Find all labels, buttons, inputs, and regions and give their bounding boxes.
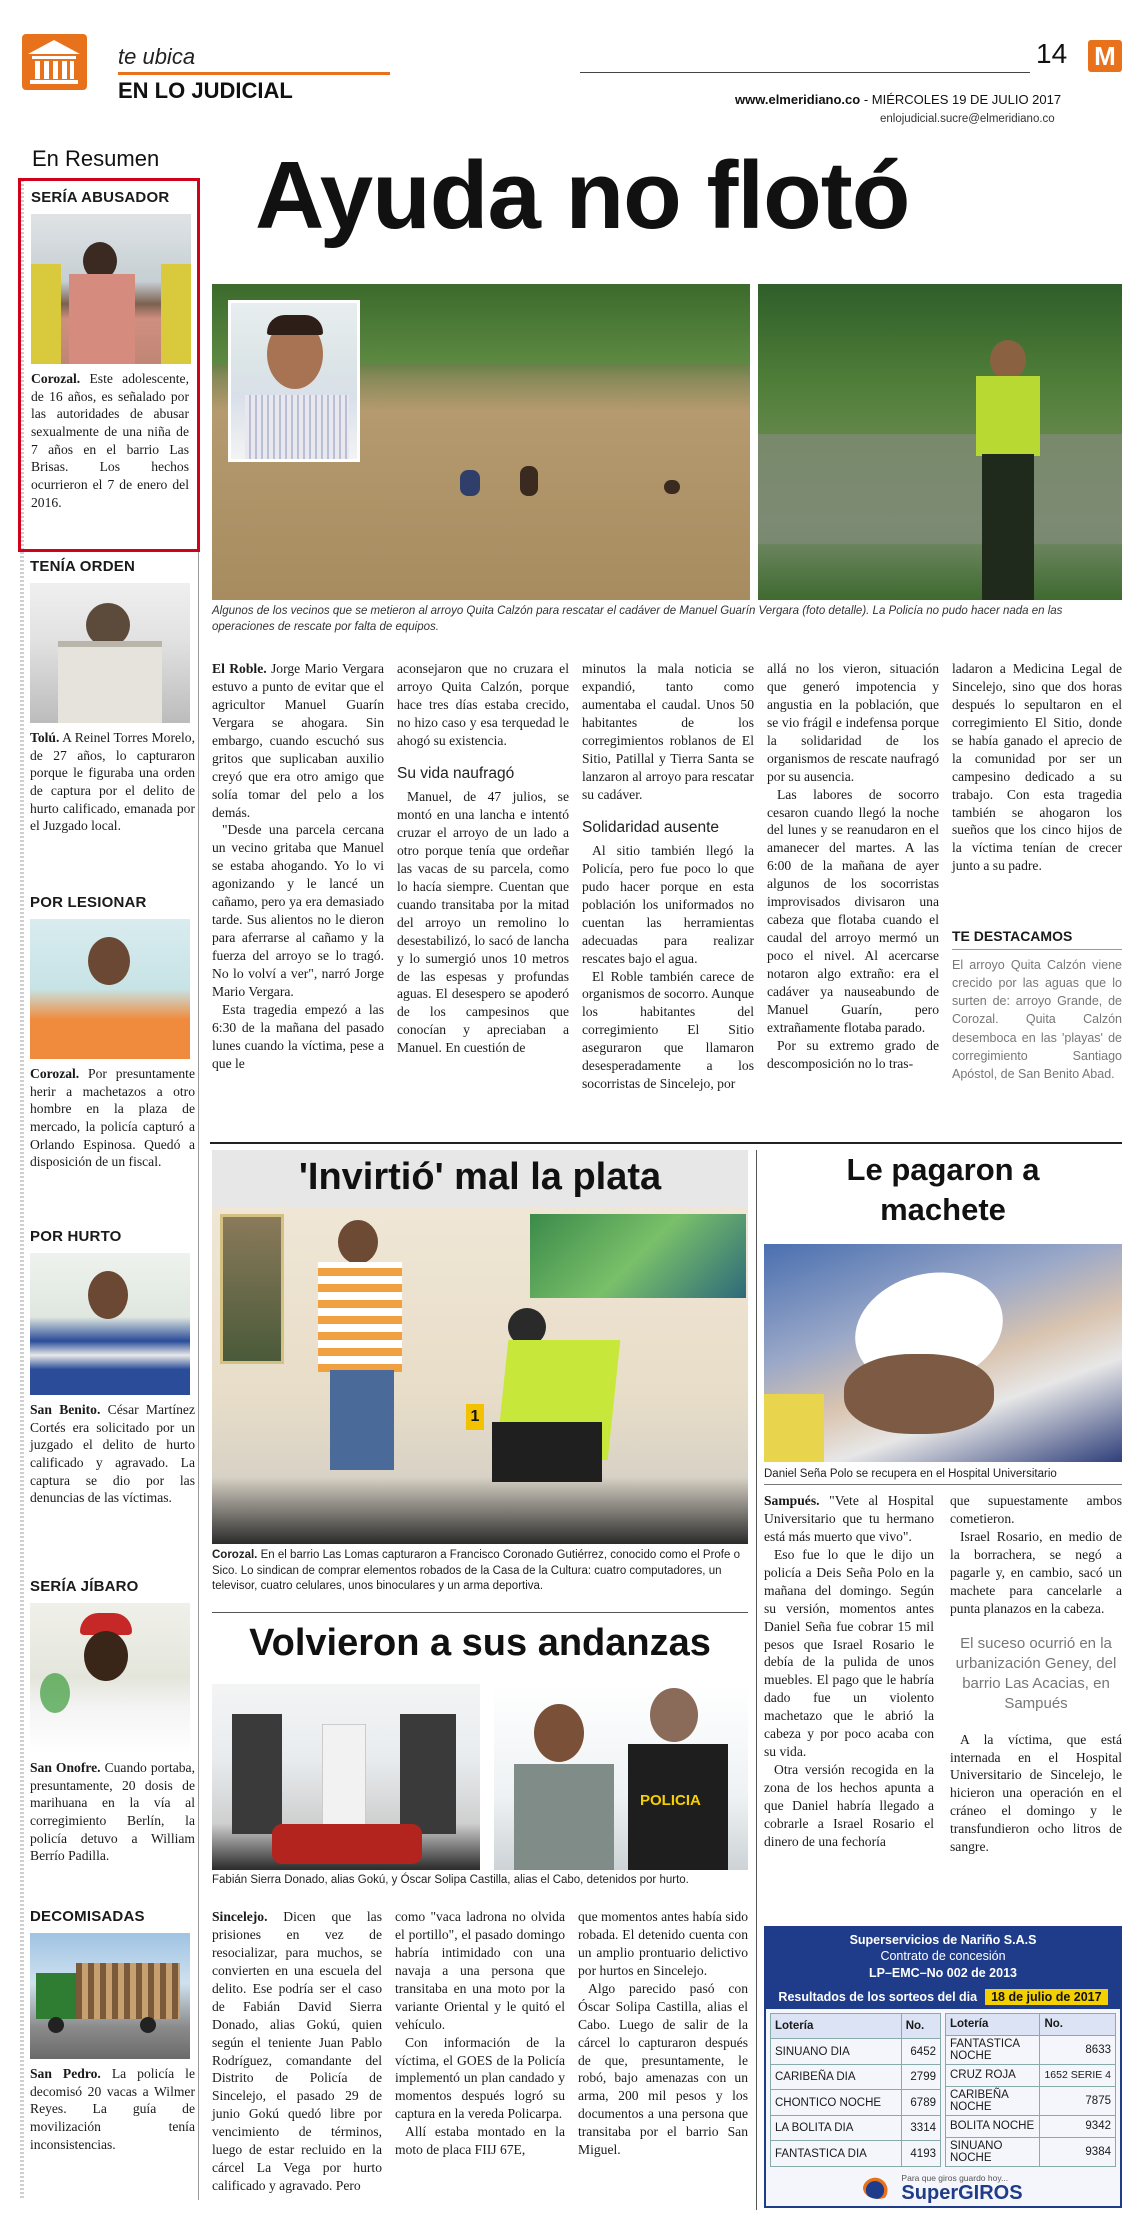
lottery-header [766,1928,1120,1985]
machete-col1-p2: Eso fue lo que le dijo un policía a Deis Seña Polo en la mañana del domingo. Según su versión, momentos antes Daniel Seña fue cobrar 15 mil pesos que Israel Rosario le debía de la pulida de unos muebles. El pago que le habría dado fue un violento machetazo que le abrió la cabeza y por poco acaba con su vida. [764,1546,934,1760]
col-header-number: No. [901,2013,940,2039]
machete-col-1 [764,1492,934,1851]
photo-suspect [30,1603,190,1753]
resumen-place: Corozal. [31,371,81,386]
evidence-marker: 1 [466,1404,484,1430]
highlight-text: El arroyo Quita Calzón viene crecido por las aguas que lo surten de: arroyo Grande, de Corozal. Quita Calzón desemboca en las 'playas' de corregimiento Santiago Apóstol, de San Benito Abad. [952,958,1122,1081]
lottery-results-bar [766,1985,1120,2009]
machete-headline-line1: Le pagaron a [846,1152,1040,1187]
supergiros-swoosh-icon [863,2177,893,2199]
machete-col1-p3: Otra versión recogida en la zona de los hechos apunta a que Daniel habría llegado a cobrarle a Israel Rosario el dinero de una fechoría [764,1762,934,1849]
photo-stolen-items [212,1208,748,1544]
andanzas-headline: Volvieron a sus andanzas [249,1622,711,1664]
caption-place: Corozal. [212,1549,258,1561]
resumen-place: San Pedro. [30,2066,101,2081]
machete-pullquote: El suceso ocurrió en la urbanización Geney, del barrio Las Acacias, en Sampués [955,1634,1117,1713]
lottery-box [764,1926,1122,2208]
machete-col2-p3: A la víctima, que está internada en el Hospital Universitario de Sincelejo, le hicieron una operación en el cráneo el domingo y le transfundieron ocho litros de sangre. [950,1731,1122,1855]
supergiros-name: SuperGIROS [901,2181,1023,2204]
machete-col2-p2: Israel Rosario, en medio de la borrachera, se negó a pagarle y, en cambio, sacó un machete para cancelarle a punta planazos en la cabeza. [950,1528,1122,1616]
subhead-su-vida: Su vida naufragó [397,764,515,782]
lottery-tables [766,2009,1120,2167]
andanzas-col3-p1: que momentos antes había sido robada. El detenido cuenta con un amplio prontuario delictivo por hurtos en Sincelejo. [578,1909,748,1978]
andanzas-caption: Fabián Sierra Donado, alias Gokú, y Óscar Solipa Castilla, alias el Cabo, detenidos por hurto. [212,1874,689,1886]
photo-victim-inset [228,300,360,462]
invirtio-rule [212,1612,748,1613]
col-header-lottery: Lotería [946,2013,1040,2035]
police-vest-label: POLICIA [640,1792,701,1809]
sidebar-title: En Resumen [32,146,160,171]
main-col-1 [212,660,384,1073]
main-col4-p2: Las labores de socorro cesaron cuando llegó la noche del lunes y se reanudaron en el amanecer del martes. A las 6:00 de la mañana de ayer algunos de los socorristas improvisados divisaron una cabeza que flotaba cuando el caudal del arroyo mermó un poco el nivel. Al acercarse notaron algo extraño: era el cadáver ya nauseabundo de Manuel Guarín, pero extrañamente flotaba parado. [767,786,939,1035]
photo-suspect [30,919,190,1059]
andanzas-col2-p3: Allí estaba montado en la moto de placa FIIJ 67E, [395,2124,565,2158]
lottery-row: FANTASTICA DIA 4193 [771,2141,941,2167]
resumen-text: Tolú. A Reinel Torres Morelo, de 27 años, lo capturaron porque le figuraba una orden de captura por el delito de hurto calificado, emanada por el Juzgado local. [30,730,195,834]
sidebar [20,146,200,2206]
section-divider [210,1142,1122,1144]
resumen-text: Corozal. Por presuntamente herir a machetazos a otro hombre en la plaza de mercado, la policía capturó a Orlando Espinosa. Quedó a disposición de un fiscal. [30,1066,195,1170]
lottery-results-label: Resultados de los sorteos del dia [778,1989,978,2004]
main-col5-p1: ladaron a Medicina Legal de Sincelejo, sino que dos horas después lo sepultaron en el corregimiento El Sitio, donde se había ganado el aprecio de la comunidad por ser un campesino dedicado a su trabajo. Con esta tragedia también se ahogaron los sueños que los cinco hijos de la víctima tenían de crecer junto a su padre. [952,661,1122,874]
lower-vertical-rule [756,1150,757,2210]
lottery-contract-no: LP–EMC–No 002 de 2013 [869,1965,1017,1980]
machete-caption: Daniel Seña Polo se recupera en el Hospital Universitario [764,1468,1057,1480]
section-title: EN LO JUDICIAL [118,78,293,103]
lottery-row: CRUZ ROJA 1652 SERIE 4 [946,2064,1116,2086]
invirtio-caption: Corozal. En el barrio Las Lomas capturaron a Francisco Coronado Gutiérrez, conocido como el Profe o Sico. Lo sindican de comprar elementos robados de la Casa de la Cultura: cuatro computadores, un televisor, cuatro celulares, unos binoculares y un arma deportiva. [212,1549,740,1593]
resumen-heading: DECOMISADAS [30,1908,145,1925]
resumen-place: Tolú. [30,730,60,745]
resumen-text: San Onofre. Cuando portaba, presuntamente, 20 dosis de marihuana en la vía al corregimiento Berlín, la policía detuvo a William Berrío Padilla. [30,1760,195,1864]
resumen-item-highlighted [18,178,200,552]
highlight-label: TE DESTACAMOS [952,928,1122,950]
photo-suspect [30,1253,190,1395]
main-col-5 [952,660,1122,875]
courthouse-icon [22,34,87,90]
resumen-heading: POR LESIONAR [30,894,147,911]
lottery-row: FANTASTICA NOCHE 8633 [946,2035,1116,2064]
machete-caption-rule [764,1484,1122,1485]
supergiros-tagline: Para que giros guardo hoy... [901,2172,1009,2183]
andanzas-col2-p1: como "vaca ladrona no olvida el portillo", el pasado domingo habría intimidado con una navaja a una persona que transitaba en una moto por la variante Oriental y le quitó el vehículo. [395,1909,565,2032]
highlight-box [952,928,1122,1083]
resumen-item [30,1228,195,1507]
andanzas-col-2 [395,1908,565,2159]
section-rule [118,72,390,75]
page-number: 14 [1036,38,1068,69]
machete-headline [764,1150,1122,1231]
photo-suspect [30,583,190,723]
main-photo-caption: Algunos de los vecinos que se metieron al arroyo Quita Calzón para rescatar el cadáver de Manuel Guarín Vergara (foto detalle). La Policía no pudo hacer nada en las operaciones de rescate por falta de equipos. [212,605,1063,633]
lottery-title: Superservicios de Nariño S.A.S [849,1933,1037,1947]
main-col1-p1: El Roble. Jorge Mario Vergara estuvo a punto de evitar que el agricultor Manuel Guarín Vergara se ahogara. Sin embargo, cuando escuchó sus gritos que suplicaban auxilio creyó que era otro amigo que solía tomar del pelo a los demás. [212,661,384,820]
lottery-table-right [945,2013,1116,2167]
machete-col2-p1: que supuestamente ambos cometieron. [950,1493,1122,1526]
main-col4-p3: Por su extremo grado de descomposición no lo tras- [767,1037,939,1071]
main-col3-p2: Al sitio también llegó la Policía, pero fue poco lo que pudo hacer porque en esta población los uniformados no cuentan las herramientas adecuadas para realizar rescates bajo el agua. [582,842,754,966]
photo-goku-arrest [212,1684,480,1870]
resumen-place: Corozal. [30,1066,80,1081]
header-rule [580,72,1030,73]
resumen-heading: TENÍA ORDEN [30,558,135,575]
publication-date: MIÉRCOLES 19 DE JULIO 2017 [871,92,1062,107]
andanzas-col1-p1: Sincelejo. Dicen que las prisiones en vez de resocializar, para muchos, se convierten en una escuela del delito. Ese podría ser el caso de Fabián David Sierra Donado, alias Gokú, quien según el teniente Juan Pablo Rodríguez, comandante del Distrito de Policía de Sincelejo, el pasado 29 de junio Gokú quedó libre por vencimiento de términos, luego de estar recluido en la cárcel La Vega por hurto calificado y agravado. Pero [212,1909,382,2194]
lottery-row: LA BOLITA DIA 3314 [771,2115,941,2141]
supergiros-logo [766,2173,1120,2203]
main-col-3 [582,660,754,1093]
resumen-place: San Onofre. [30,1760,101,1775]
lottery-contract: Contrato de concesión [880,1949,1006,1964]
website: www.elmeridiano.co [735,92,861,107]
resumen-heading: SERÍA JÍBARO [30,1578,139,1595]
andanzas-col-1 [212,1908,382,2195]
main-col3-p3: El Roble también carece de organismos de socorro. Aunque los habitantes del corregimiento El Sitio aseguraron que llamaron desesperadamente a los socorristas de Sincelejo, por [582,968,754,1092]
main-col-4 [767,660,939,1073]
lottery-results-date: 18 de julio de 2017 [985,1989,1107,2005]
photo-suspect-minor [31,214,191,364]
lottery-table-left [770,2013,941,2167]
andanzas-col3-p2: Algo parecido pasó con Óscar Solipa Castilla, alias el Cabo. Luego de salir de la cárcel lo capturaron después de que, presuntamente, le robó, bajo amenazas con un arma, 200 mil pesos y los documentos a una persona que transitaba por el barrio San Miguel. [578,1980,748,2158]
main-col4-p1: allá no los vieron, situación que generó impotencia y angustia en la población, que se vio frágil e indefensa porque la solidaridad de los organismos de rescate naufragó por su ausencia. [767,661,939,784]
lottery-row: SINUANO DIA 6452 [771,2039,941,2065]
resumen-place: San Benito. [30,1402,101,1417]
andanzas-col-3 [578,1908,748,2159]
main-col2-p1: aconsejaron que no cruzara el arroyo Quita Calzón, porque hace tres días estaba crecido, no hizo caso y esa terquedad le ahogó su existencia. [397,661,569,748]
brand-logo: M [1088,40,1122,72]
subhead-solidaridad: Solidaridad ausente [582,818,720,836]
main-col1-p3: Esta tragedia empezó a las 6:30 de la mañana del pasado lunes cuando la víctima, pese a que le [212,1001,384,1071]
lottery-row: CHONTICO NOCHE 6789 [771,2090,941,2116]
resumen-item [30,1578,195,1865]
resumen-text: San Pedro. La policía le decomisó 20 vacas a Wilmer Reyes. La guía de movilización tenía inconsistencias. [30,2066,195,2152]
invirtio-headline: 'Invirtió' mal la plata [298,1156,662,1198]
main-col3-p1: minutos la mala noticia se expandió, tanto como aumentaba el caudal. Unos 50 habitantes de los corregimientos roblanos de El Sitio, Patillal y Tierra Santa se lanzaron al arroyo para rescatar su cadáver. [582,661,754,802]
main-col2-p2: Manuel, de 47 julios, se montó en una lancha e intentó cruzar el arroyo de un lado a otro porque tenía que ordeñar las vacas de su parcela, como lo hacía siempre. Cuentan que cuando transitaba por la mitad del arroyo un remolino lo desestabilizó, lo sacó de lancha y lo sumergió unos 10 metros de las espesas y profundas aguas. El desespero se apoderó de los campesinos que conocían y apreciaban a Manuel. En cuestión de [397,789,569,1056]
andanzas-col2-p2: Con información de la víctima, el GOES de la Policía implementó un plan candado y momentos después logró su captura en la vereda Policarpa. [395,2034,565,2122]
photo-hospital-patient [764,1244,1122,1462]
resumen-item [30,558,195,835]
masthead-meta: www.elmeridiano.co - MIÉRCOLES 19 DE JULIO 2017 [735,92,1062,107]
resumen-heading: SERÍA ABUSADOR [31,189,170,206]
lottery-row: CARIBEÑA NOCHE 7875 [946,2086,1116,2115]
contact-email: enlojudicial.sucre@elmeridiano.co [880,113,1055,125]
machete-col1-p1: Sampués. "Vete al Hospital Universitario que tu hermano está más muerto que vivo". [764,1493,934,1544]
resumen-item [30,1908,195,2153]
main-col1-p2: "Desde una parcela cercana un vecino gritaba que Manuel se estaba ahogando. Yo lo vi agonizando y le lancé un cañamo, pero ya era demasiado tarde. Sus alientos no le dieron para aferrarse al cañamo y la fuerza del arroyo se lo tragó. No lo volví a ver", narró Jorge Mario Vergara. [212,822,384,999]
col-header-lottery: Lotería [771,2013,902,2039]
machete-col-2 [950,1492,1122,1856]
machete-headline-line2: machete [880,1192,1006,1228]
lottery-row: SINUANO NOCHE 9384 [946,2137,1116,2166]
lottery-row: CARIBEÑA DIA 2799 [771,2064,941,2090]
resumen-heading: POR HURTO [30,1228,122,1245]
main-col-2 [397,660,569,1057]
main-headline: Ayuda no flotó [255,142,910,249]
resumen-text: Corozal. Este adolescente, de 16 años, es señalado por las autoridades de abusar sexualmente de una niña de 7 años en el barrio Las Brisas. Los hechos ocurrieron el 7 de enero del 2016. [31,371,189,510]
resumen-text: San Benito. César Martínez Cortés era solicitado por un juzgado el delito de hurto calificado y agravado. La captura se dio por las denuncias de las víctimas. [30,1402,195,1506]
photo-cattle-truck [30,1933,190,2059]
photo-cabo-arrest [494,1684,748,1870]
photo-police-officer [758,284,1122,600]
resumen-item [30,894,195,1171]
lottery-row: BOLITA NOCHE 9342 [946,2115,1116,2137]
col-header-number: No. [1040,2013,1116,2035]
section-kicker: te ubica [118,44,196,69]
